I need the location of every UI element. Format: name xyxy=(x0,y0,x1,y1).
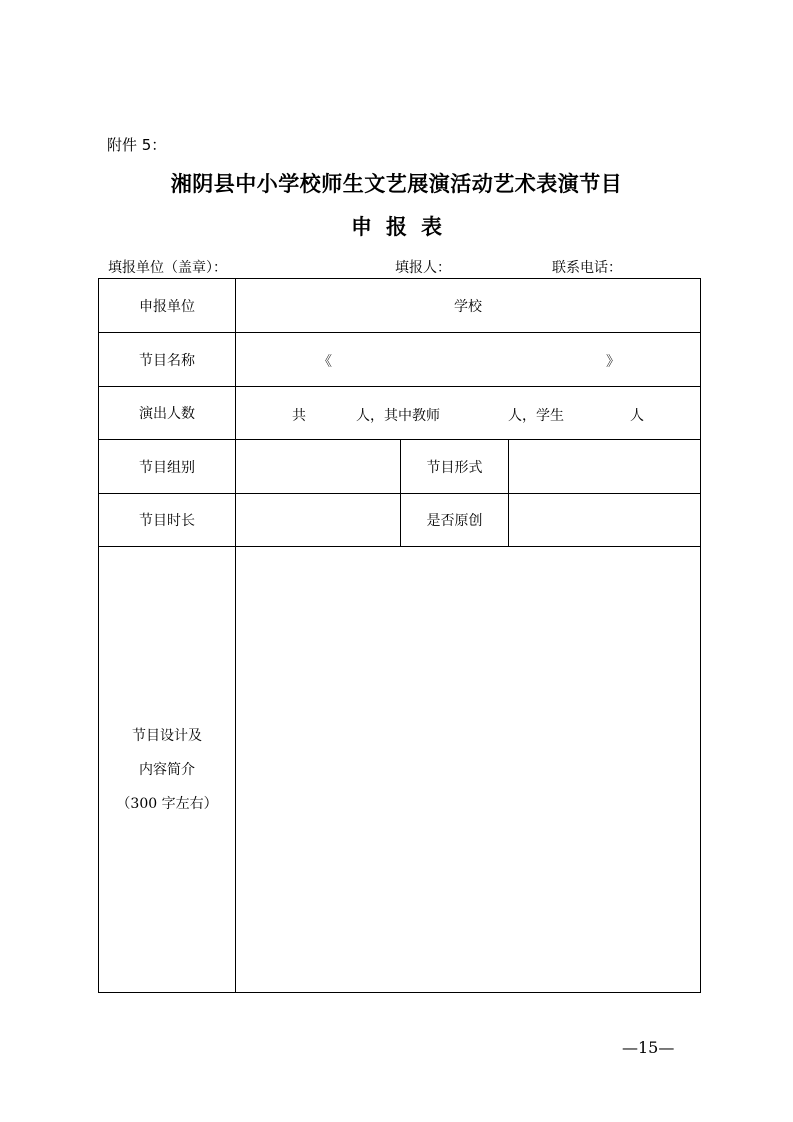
declaring-unit-field[interactable]: 学校 xyxy=(454,298,482,315)
program-name-field[interactable] xyxy=(236,333,700,386)
original-work-label: 是否原创 xyxy=(426,513,483,529)
attachment-label: 附件 5： xyxy=(107,136,167,154)
original-work-field[interactable] xyxy=(509,494,700,546)
filler-label: 填报人： xyxy=(395,260,451,276)
student-suffix: 人 xyxy=(630,408,644,424)
design-description-line3: （300 字左右） xyxy=(116,795,218,812)
open-title-mark: 《 xyxy=(318,354,332,370)
program-group-field[interactable] xyxy=(236,440,400,493)
program-group-label: 节目组别 xyxy=(139,459,195,476)
form-title: 湘阴县中小学校师生文艺展演活动艺术表演节目 xyxy=(170,171,623,196)
contact-phone-label: 联系电话： xyxy=(552,260,622,276)
design-description-label xyxy=(99,547,235,992)
program-duration-field[interactable] xyxy=(236,494,400,546)
performer-count-field[interactable] xyxy=(236,387,700,439)
student-count-text: 人，学生 xyxy=(508,408,564,424)
application-form-table xyxy=(98,278,701,993)
form-subtitle: 申报表 xyxy=(351,214,456,239)
declaring-unit-label: 申报单位 xyxy=(139,298,195,315)
teacher-count-text: 人，其中教师 xyxy=(356,408,440,424)
performer-count-label: 演出人数 xyxy=(139,406,195,422)
design-description-field[interactable] xyxy=(236,547,700,992)
program-form-label: 节目形式 xyxy=(426,459,483,476)
design-description-line2: 内容简介 xyxy=(139,761,195,778)
total-prefix: 共 xyxy=(292,408,306,424)
design-description-line1: 节目设计及 xyxy=(132,727,202,744)
program-duration-label: 节目时长 xyxy=(139,513,195,529)
program-form-field[interactable] xyxy=(509,440,700,493)
program-name-label: 节目名称 xyxy=(139,352,195,369)
close-title-mark: 》 xyxy=(606,354,620,370)
filling-unit-label: 填报单位（盖章）： xyxy=(108,260,227,276)
page-number: —15— xyxy=(622,1038,675,1057)
